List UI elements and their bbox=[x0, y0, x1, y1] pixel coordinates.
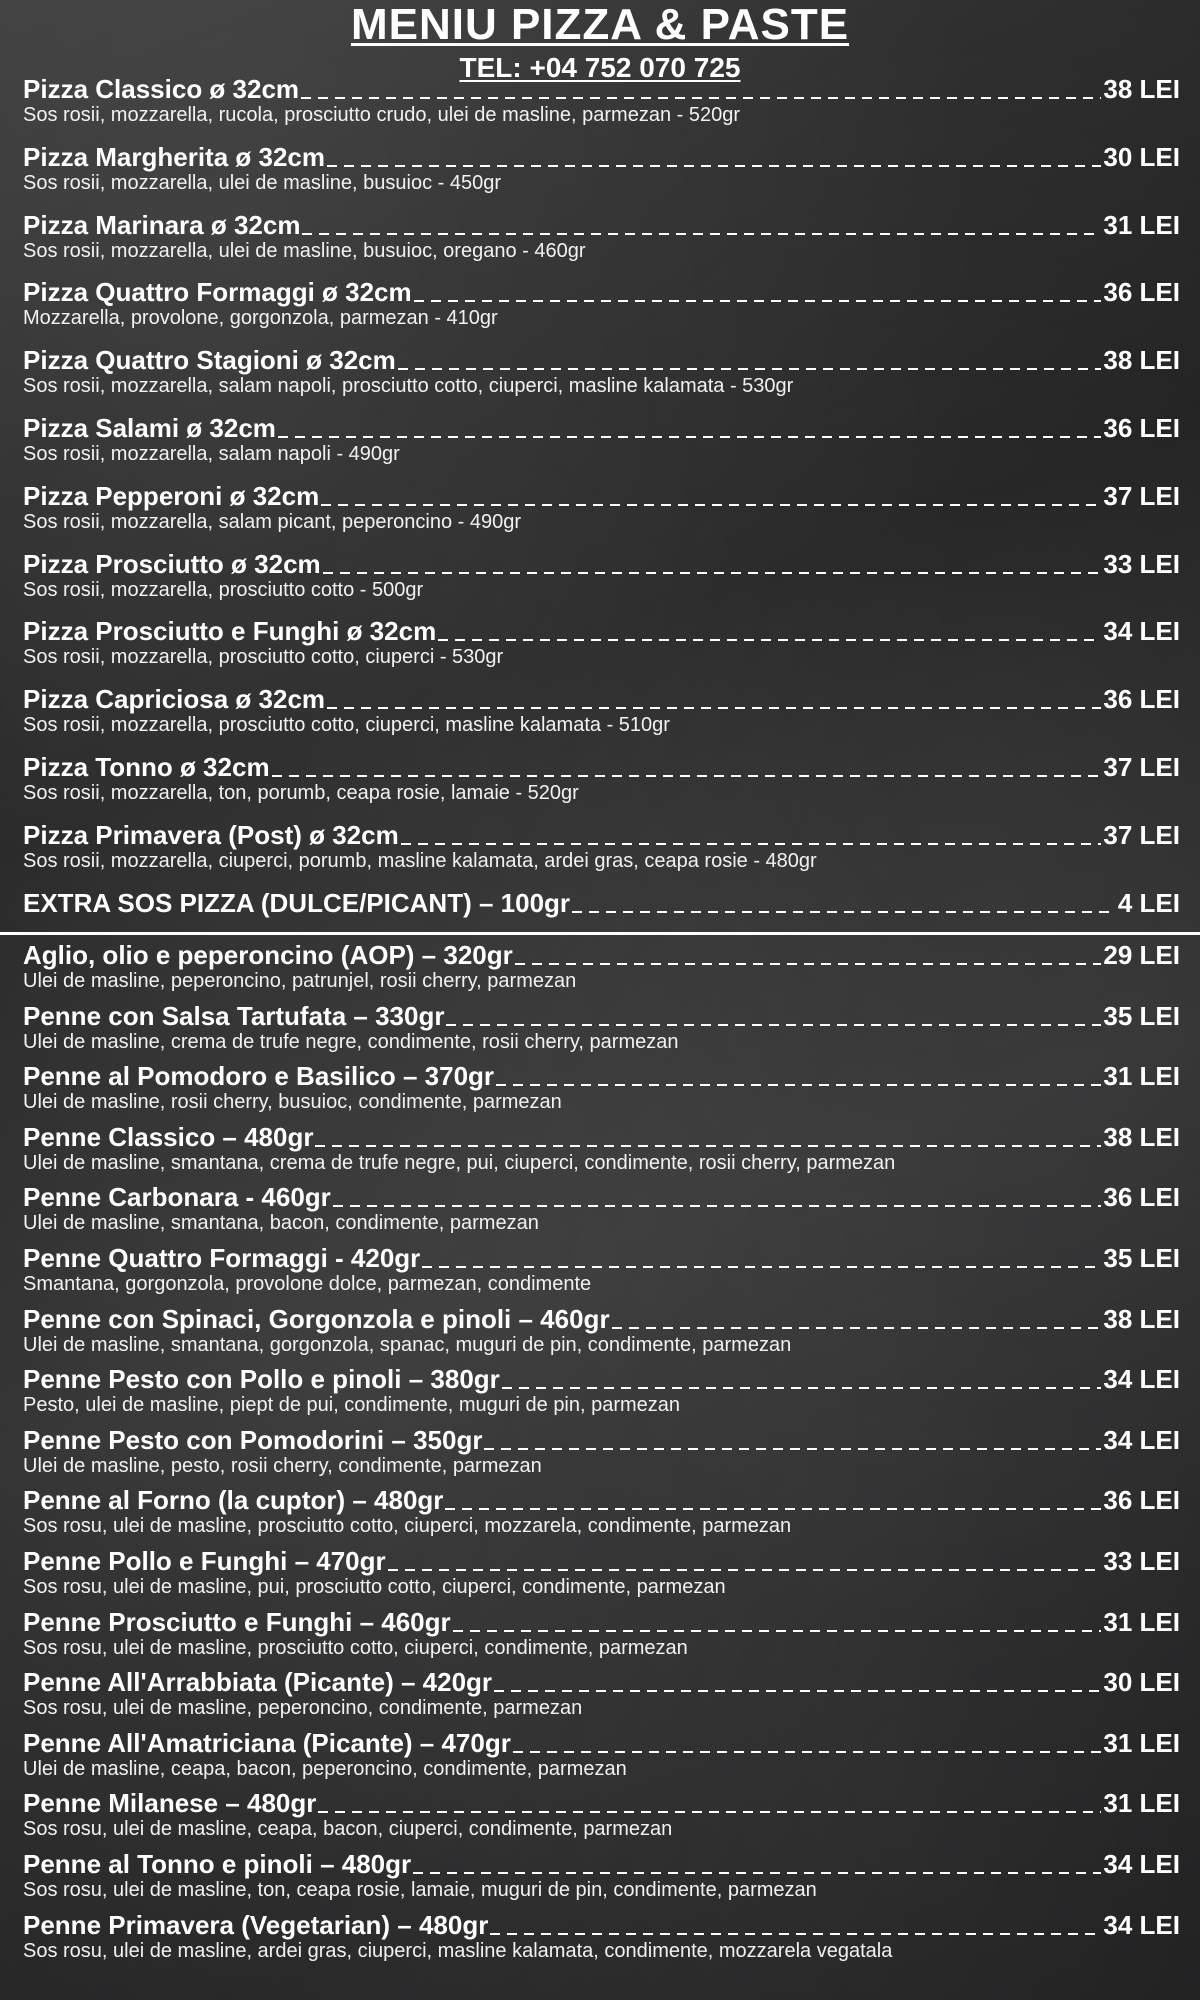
pasta-item-price: 36 LEI bbox=[1103, 1485, 1180, 1516]
pasta-item-description: Sos rosu, ulei de masline, ceapa, bacon, ciuperci, condimente, parmezan bbox=[23, 1818, 673, 1841]
pizza-item-price: 36 LEI bbox=[1103, 413, 1180, 443]
pizza-item-row bbox=[23, 481, 1180, 511]
pizza-item-row bbox=[23, 210, 1180, 240]
menu-title: MENIU PIZZA & PASTE bbox=[350, 0, 850, 49]
pasta-item bbox=[23, 1849, 1180, 1901]
pizza-item-row bbox=[23, 142, 1180, 172]
pasta-item bbox=[23, 1061, 1180, 1113]
pasta-item-price: 31 LEI bbox=[1103, 1788, 1180, 1819]
pizza-item-description: Sos rosii, mozzarella, rucola, prosciutto crudo, ulei de masline, parmezan - 520gr bbox=[23, 104, 740, 126]
pasta-item bbox=[23, 1182, 1180, 1234]
pizza-item-description: Sos rosii, mozzarella, prosciutto cotto, ciuperci, masline kalamata - 510gr bbox=[23, 714, 670, 737]
pizza-item-name: Pizza Quattro Formaggi ø 32cm bbox=[23, 277, 412, 308]
pizza-item-description: Sos rosii, mozzarella, prosciutto cotto, ciuperci - 530gr bbox=[23, 646, 504, 669]
pasta-item-row bbox=[23, 1485, 1180, 1515]
dotted-leader bbox=[484, 1448, 1101, 1450]
pizza-item-row bbox=[23, 752, 1180, 782]
pasta-item-row bbox=[23, 1546, 1180, 1576]
pasta-item-description: Ulei de masline, pesto, rosii cherry, condimente, parmezan bbox=[23, 1454, 542, 1477]
pizza-item bbox=[23, 413, 1180, 465]
pizza-item bbox=[23, 684, 1180, 736]
dotted-leader bbox=[438, 639, 1101, 641]
dotted-leader bbox=[515, 963, 1102, 965]
pasta-item-name: Penne al Forno (la cuptor) – 480gr bbox=[23, 1485, 444, 1516]
pizza-item-row bbox=[23, 888, 1180, 918]
pasta-item-description: Ulei de masline, peperoncino, patrunjel, rosii cherry, parmezan bbox=[23, 970, 577, 992]
pasta-item-price: 34 LEI bbox=[1103, 1849, 1180, 1879]
pizza-item bbox=[23, 752, 1180, 804]
pizza-item-price: 37 LEI bbox=[1103, 480, 1180, 511]
dotted-leader bbox=[422, 1266, 1101, 1268]
pizza-item-name: Pizza Quattro Stagioni ø 32cm bbox=[23, 345, 396, 376]
pasta-item bbox=[23, 1304, 1180, 1356]
pizza-item bbox=[23, 74, 1180, 126]
pasta-item-row bbox=[23, 1122, 1180, 1152]
pasta-item-description: Sos rosu, ulei de masline, ton, ceapa rosie, lamaie, muguri de pin, condimente, parmezan bbox=[23, 1879, 817, 1901]
pizza-item-name: EXTRA SOS PIZZA (DULCE/PICANT) – 100gr bbox=[23, 887, 571, 918]
dotted-leader bbox=[446, 1024, 1101, 1026]
pasta-item-row bbox=[23, 1607, 1180, 1637]
pasta-item-price: 34 LEI bbox=[1103, 1909, 1180, 1940]
dotted-leader bbox=[327, 165, 1101, 167]
pizza-item-description: Sos rosii, mozzarella, ulei de masline, busuioc, oregano - 460gr bbox=[23, 239, 586, 262]
pasta-item-name: Penne con Salsa Tartufata – 330gr bbox=[23, 1000, 445, 1031]
pizza-item-row bbox=[23, 413, 1180, 443]
pasta-item-name: Penne Carbonara - 460gr bbox=[23, 1182, 331, 1213]
pasta-item-row bbox=[23, 1243, 1180, 1273]
pasta-item-description: Sos rosu, ulei de masline, pui, prosciutto cotto, ciuperci, condimente, parmezan bbox=[23, 1576, 726, 1598]
dotted-leader bbox=[414, 300, 1102, 302]
pasta-item-name: Penne al Tonno e pinoli – 480gr bbox=[23, 1849, 412, 1879]
pasta-item-row bbox=[23, 1728, 1180, 1758]
pasta-item-description: Ulei de masline, smantana, bacon, condimente, parmezan bbox=[23, 1212, 539, 1235]
pasta-item-name: Penne Pesto con Pollo e pinoli – 380gr bbox=[23, 1364, 500, 1395]
pasta-item-name: Penne All'Arrabbiata (Picante) – 420gr bbox=[23, 1667, 493, 1698]
dotted-leader bbox=[453, 1630, 1102, 1632]
dotted-leader bbox=[502, 1387, 1102, 1389]
pasta-item-name: Penne al Pomodoro e Basilico – 370gr bbox=[23, 1061, 495, 1092]
pizza-item bbox=[23, 142, 1180, 194]
pasta-item bbox=[23, 1667, 1180, 1719]
pasta-item bbox=[23, 1243, 1180, 1295]
pasta-item bbox=[23, 1485, 1180, 1537]
dotted-leader bbox=[572, 911, 1116, 913]
pizza-item-description: Sos rosii, mozzarella, prosciutto cotto - 500gr bbox=[23, 578, 424, 601]
pasta-item bbox=[23, 1001, 1180, 1053]
pizza-item-price: 31 LEI bbox=[1103, 209, 1180, 240]
dotted-leader bbox=[612, 1327, 1102, 1329]
pizza-item-row bbox=[23, 74, 1180, 104]
pasta-item bbox=[23, 1546, 1180, 1598]
pasta-item bbox=[23, 1788, 1180, 1840]
dotted-leader bbox=[398, 368, 1102, 370]
dotted-leader bbox=[490, 1933, 1101, 1935]
pizza-item-price: 34 LEI bbox=[1103, 616, 1180, 647]
pizza-item-name: Pizza Prosciutto e Funghi ø 32cm bbox=[23, 616, 437, 647]
pizza-item-price: 38 LEI bbox=[1103, 345, 1180, 376]
pasta-item-price: 31 LEI bbox=[1103, 1061, 1180, 1092]
pizza-item-price: 36 LEI bbox=[1103, 684, 1180, 715]
dotted-leader bbox=[318, 1811, 1101, 1813]
pasta-item-description: Ulei de masline, rosii cherry, busuioc, condimente, parmezan bbox=[23, 1091, 562, 1114]
pasta-item-price: 33 LEI bbox=[1103, 1546, 1180, 1576]
pizza-item-row bbox=[23, 616, 1180, 646]
pasta-item-description: Pesto, ulei de masline, piept de pui, condimente, muguri de pin, parmezan bbox=[23, 1394, 681, 1417]
pizza-item-name: Pizza Marinara ø 32cm bbox=[23, 209, 301, 240]
pasta-item-name: Penne Quattro Formaggi - 420gr bbox=[23, 1243, 421, 1273]
section-divider bbox=[0, 932, 1200, 935]
pizza-item-description: Sos rosii, mozzarella, salam napoli - 490gr bbox=[23, 443, 400, 465]
pasta-item-row bbox=[23, 1304, 1180, 1334]
dotted-leader bbox=[445, 1508, 1101, 1510]
pasta-item-name: Penne All'Amatriciana (Picante) – 470gr bbox=[23, 1727, 511, 1758]
pasta-item-price: 31 LEI bbox=[1103, 1606, 1180, 1637]
pasta-item-row bbox=[23, 1364, 1180, 1394]
pasta-item-price: 30 LEI bbox=[1103, 1667, 1180, 1698]
pizza-item-price: 38 LEI bbox=[1103, 74, 1180, 104]
dotted-leader bbox=[513, 1751, 1102, 1753]
pizza-item-row bbox=[23, 549, 1180, 579]
pizza-item bbox=[23, 616, 1180, 668]
dotted-leader bbox=[301, 97, 1101, 99]
pizza-item-name: Pizza Salami ø 32cm bbox=[23, 413, 276, 443]
pasta-item-price: 38 LEI bbox=[1103, 1121, 1180, 1152]
pasta-item-description: Sos rosu, ulei de masline, prosciutto cotto, ciuperci, condimente, parmezan bbox=[23, 1636, 688, 1659]
pasta-item bbox=[23, 1910, 1180, 1962]
dotted-leader bbox=[413, 1872, 1101, 1874]
pasta-item-price: 34 LEI bbox=[1103, 1424, 1180, 1455]
pasta-item-row bbox=[23, 1182, 1180, 1212]
pasta-item-row bbox=[23, 940, 1180, 970]
pasta-item bbox=[23, 1122, 1180, 1174]
pizza-item-row bbox=[23, 345, 1180, 375]
pizza-item-price: 36 LEI bbox=[1103, 277, 1180, 308]
pizza-item-description: Sos rosii, mozzarella, ulei de masline, busuioc - 450gr bbox=[23, 171, 501, 194]
pasta-item-row bbox=[23, 1061, 1180, 1091]
dotted-leader bbox=[333, 1205, 1102, 1207]
pasta-item-price: 38 LEI bbox=[1103, 1303, 1180, 1334]
pizza-item-name: Pizza Prosciutto ø 32cm bbox=[23, 548, 321, 579]
pasta-item-row bbox=[23, 1910, 1180, 1940]
pizza-item bbox=[23, 210, 1180, 262]
dotted-leader bbox=[278, 436, 1102, 438]
dotted-leader bbox=[315, 1145, 1101, 1147]
pasta-item-description: Sos rosu, ulei de masline, prosciutto cotto, ciuperci, mozzarela, condimente, parmezan bbox=[23, 1515, 792, 1538]
pizza-item-price: 4 LEI bbox=[1117, 887, 1180, 918]
pasta-item-name: Aglio, olio e peperoncino (AOP) – 320gr bbox=[23, 940, 513, 970]
pasta-item-description: Smantana, gorgonzola, provolone dolce, parmezan, condimente bbox=[23, 1273, 592, 1295]
dotted-leader bbox=[302, 233, 1101, 235]
pasta-item bbox=[23, 1364, 1180, 1416]
pasta-item-row bbox=[23, 1425, 1180, 1455]
pasta-item bbox=[23, 940, 1180, 992]
pasta-item bbox=[23, 1425, 1180, 1477]
pasta-item-price: 29 LEI bbox=[1103, 940, 1180, 970]
pasta-item-name: Penne Pesto con Pomodorini – 350gr bbox=[23, 1424, 483, 1455]
pizza-item-name: Pizza Classico ø 32cm bbox=[23, 74, 300, 104]
pizza-item-price: 37 LEI bbox=[1103, 819, 1180, 850]
pasta-item-description: Ulei de masline, crema de trufe negre, condimente, rosii cherry, parmezan bbox=[23, 1030, 679, 1053]
pizza-item-row bbox=[23, 684, 1180, 714]
pasta-item-price: 35 LEI bbox=[1103, 1243, 1180, 1273]
pasta-item-description: Ulei de masline, smantana, gorgonzola, spanac, muguri de pin, condimente, parmezan bbox=[23, 1333, 792, 1356]
dotted-leader bbox=[272, 775, 1102, 777]
pasta-item-name: Penne Milanese – 480gr bbox=[23, 1788, 317, 1819]
pasta-item-name: Penne Pollo e Funghi – 470gr bbox=[23, 1546, 386, 1576]
dotted-leader bbox=[388, 1569, 1102, 1571]
pizza-item-description: Sos rosii, mozzarella, ciuperci, porumb, masline kalamata, ardei gras, ceapa rosie - 480gr bbox=[23, 849, 817, 872]
pasta-item-description: Ulei de masline, smantana, crema de trufe negre, pui, ciuperci, condimente, rosii cherry, parmezan bbox=[23, 1151, 896, 1174]
pizza-item-price: 33 LEI bbox=[1103, 548, 1180, 579]
pasta-item-price: 31 LEI bbox=[1103, 1727, 1180, 1758]
pizza-item-description: Mozzarella, provolone, gorgonzola, parmezan - 410gr bbox=[23, 307, 498, 330]
pasta-item-row bbox=[23, 1788, 1180, 1818]
pasta-item-price: 35 LEI bbox=[1103, 1000, 1180, 1031]
pizza-item-description: Sos rosii, mozzarella, salam napoli, prosciutto cotto, ciuperci, masline kalamata - 530gr bbox=[23, 375, 794, 398]
pasta-item-row bbox=[23, 1001, 1180, 1031]
pizza-item bbox=[23, 481, 1180, 533]
phone-number: TEL: +04 752 070 725 bbox=[459, 52, 741, 83]
pasta-item-name: Penne Primavera (Vegetarian) – 480gr bbox=[23, 1909, 489, 1940]
pizza-item-name: Pizza Margherita ø 32cm bbox=[23, 141, 325, 172]
pizza-item-row bbox=[23, 820, 1180, 850]
pasta-item-price: 34 LEI bbox=[1103, 1364, 1180, 1395]
pasta-item-name: Penne con Spinaci, Gorgonzola e pinoli – 460gr bbox=[23, 1303, 610, 1334]
pizza-item bbox=[23, 549, 1180, 601]
pasta-item bbox=[23, 1607, 1180, 1659]
pasta-item-description: Sos rosu, ulei de masline, ardei gras, ciuperci, masline kalamata, condimente, mozzarela vegatala bbox=[23, 1939, 893, 1962]
pizza-item-description: Sos rosii, mozzarella, salam picant, peperoncino - 490gr bbox=[23, 510, 522, 533]
pizza-item-name: Pizza Primavera (Post) ø 32cm bbox=[23, 819, 399, 850]
dotted-leader bbox=[401, 843, 1102, 845]
pizza-item bbox=[23, 820, 1180, 872]
pizza-item-price: 30 LEI bbox=[1103, 141, 1180, 172]
pizza-item bbox=[23, 888, 1180, 918]
dotted-leader bbox=[321, 504, 1101, 506]
pasta-item-row bbox=[23, 1667, 1180, 1697]
pizza-item-name: Pizza Pepperoni ø 32cm bbox=[23, 480, 320, 511]
dotted-leader bbox=[323, 572, 1102, 574]
pasta-item-description: Ulei de masline, ceapa, bacon, peperoncino, condimente, parmezan bbox=[23, 1757, 627, 1780]
dotted-leader bbox=[327, 707, 1101, 709]
pizza-item-name: Pizza Capriciosa ø 32cm bbox=[23, 684, 326, 715]
pizza-item bbox=[23, 345, 1180, 397]
pizza-item-row bbox=[23, 277, 1180, 307]
dotted-leader bbox=[494, 1690, 1101, 1692]
pasta-item-row bbox=[23, 1849, 1180, 1879]
pasta-item-price: 36 LEI bbox=[1103, 1182, 1180, 1213]
pizza-item bbox=[23, 277, 1180, 329]
dotted-leader bbox=[496, 1084, 1101, 1086]
pasta-item-name: Penne Classico – 480gr bbox=[23, 1121, 314, 1152]
pizza-item-name: Pizza Tonno ø 32cm bbox=[23, 752, 270, 782]
pasta-item-name: Penne Prosciutto e Funghi – 460gr bbox=[23, 1606, 451, 1637]
pizza-item-description: Sos rosii, mozzarella, ton, porumb, ceapa rosie, lamaie - 520gr bbox=[23, 782, 579, 804]
pizza-item-price: 37 LEI bbox=[1103, 752, 1180, 782]
pasta-item-description: Sos rosu, ulei de masline, peperoncino, condimente, parmezan bbox=[23, 1697, 583, 1720]
pasta-item bbox=[23, 1728, 1180, 1780]
